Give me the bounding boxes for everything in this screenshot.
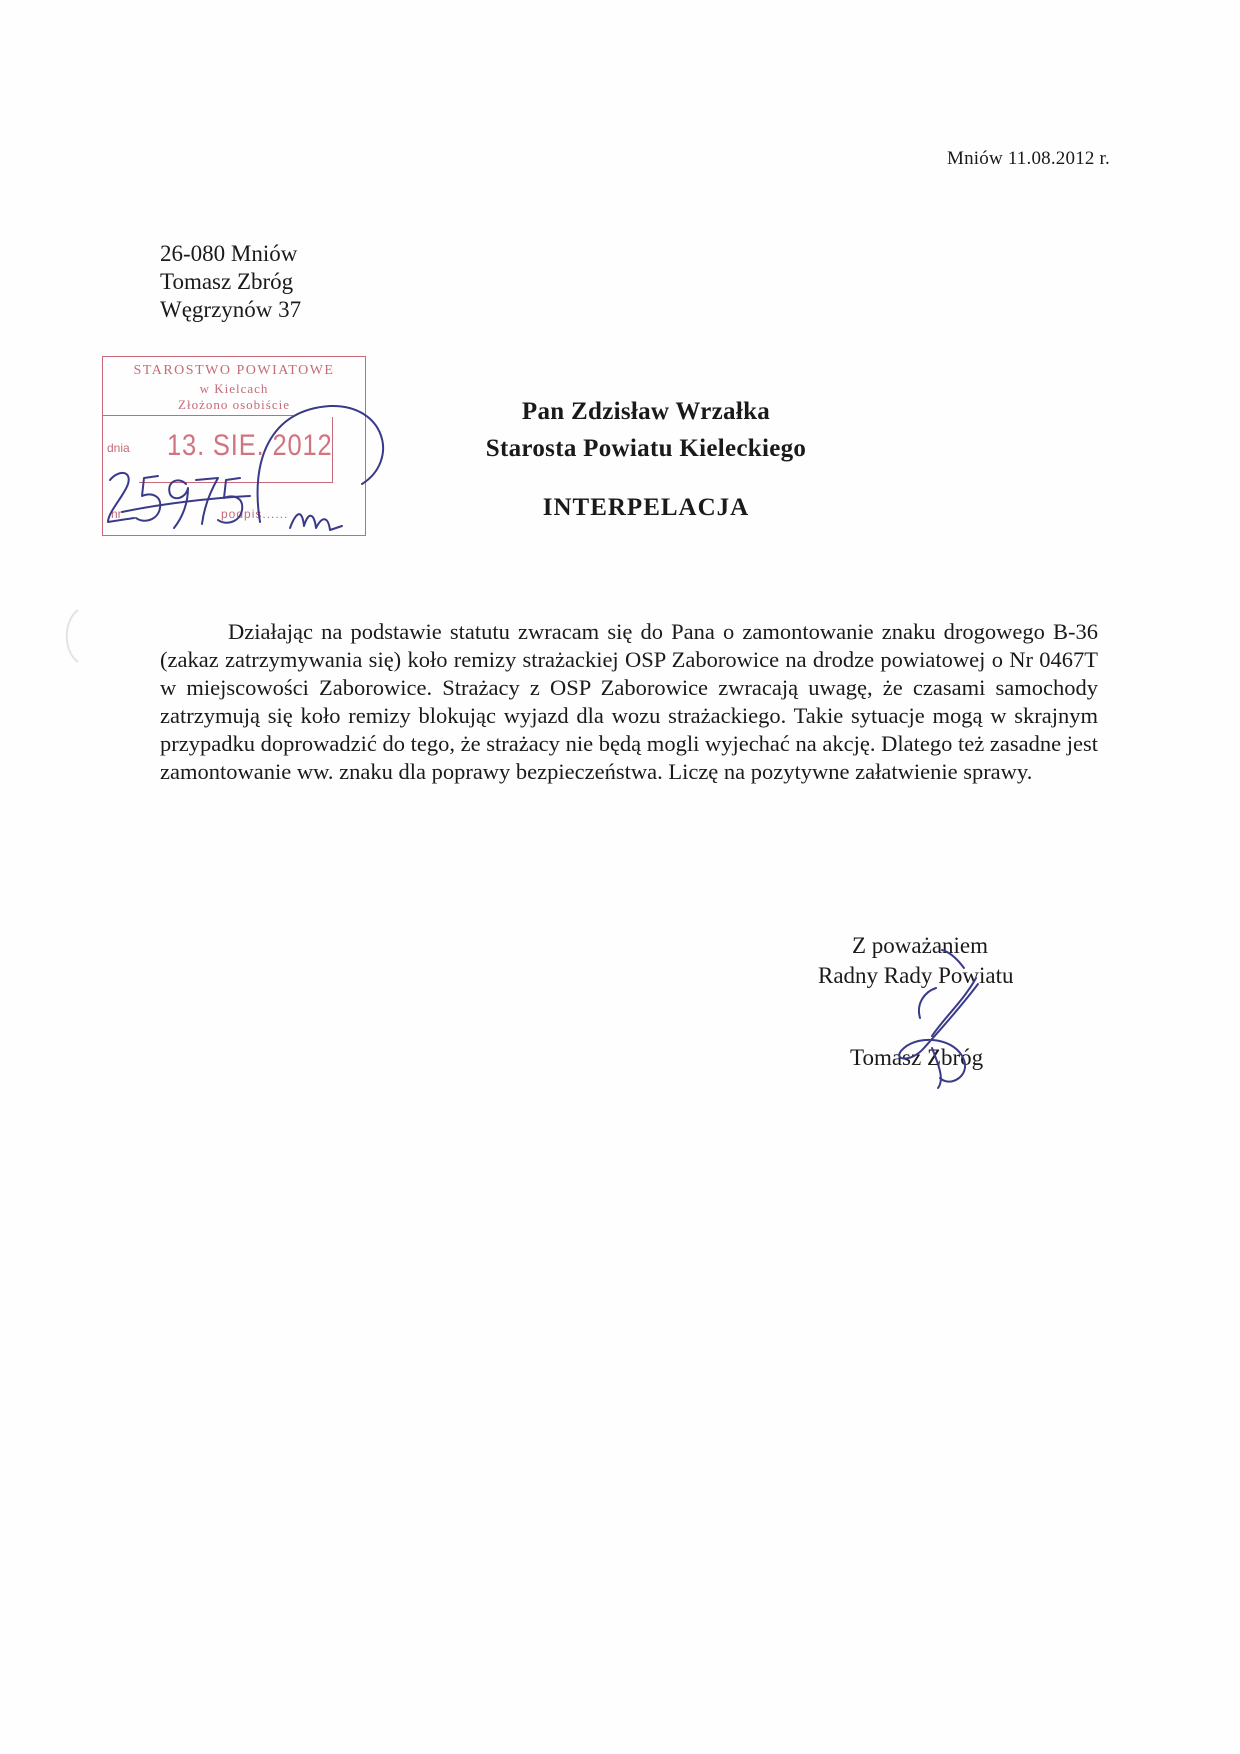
sender-name: Tomasz Zbróg <box>160 269 294 294</box>
stamp-podpis-label: podpis...... <box>221 507 289 521</box>
stamp-office: STAROSTWO POWIATOWE <box>133 363 335 378</box>
recipient-block <box>446 393 846 467</box>
handwritten-signature <box>880 948 1040 1098</box>
sender-address: Węgrzynów 37 <box>160 297 302 322</box>
stamp-city: w Kielcach <box>199 381 269 396</box>
closing-role: Radny Rady Powiatu <box>818 963 1014 988</box>
letter-date: Mniów 11.08.2012 r. <box>946 148 1110 169</box>
closing-greeting: Z poważaniem <box>852 933 989 958</box>
stamp-dnia-label: dnia <box>107 441 130 455</box>
letter-body <box>160 618 1098 786</box>
stamp-date: 13. SIE. 2012 <box>167 429 333 462</box>
body-paragraph: Działając na podstawie statutu zwracam się do Pana o zamontowanie znaku drogowego B-36 (zakaz zatrzymywania się) koło remizy strażackiej OSP Zaborowice na drodze powiatowej o Nr 0467T w miejscowości Zaborowice. Strażacy z OSP Zaborowice zwracają uwagę, że czasami samochody zatrzymują się koło remizy blokując wyjazd dla wozu strażackiego. Takie sytuacje mogą w skrajnym przypadku doprowadzić do tego, że strażacy nie będą mogli wyjechać na akcję. Dlatego też zasadne jest zamontowanie ww. znaku dla poprawy bezpieczeństwa. Liczę na pozytywne załatwienie sprawy. <box>160 619 1098 784</box>
sender-block <box>160 240 301 324</box>
stamp-delivery: Złożono osobiście <box>178 397 290 412</box>
stamp-handwriting <box>100 400 400 550</box>
stamp-nr-label: nr <box>111 507 122 521</box>
closing-name: Tomasz Zbróg <box>850 1045 984 1070</box>
sender-postal: 26-080 Mniów <box>160 241 298 266</box>
document-title: INTERPELACJA <box>542 494 750 521</box>
recipient-title: Starosta Powiatu Kieleckiego <box>485 435 807 462</box>
margin-punch-mark <box>56 606 86 666</box>
recipient-name: Pan Zdzisław Wrzałka <box>521 398 771 425</box>
